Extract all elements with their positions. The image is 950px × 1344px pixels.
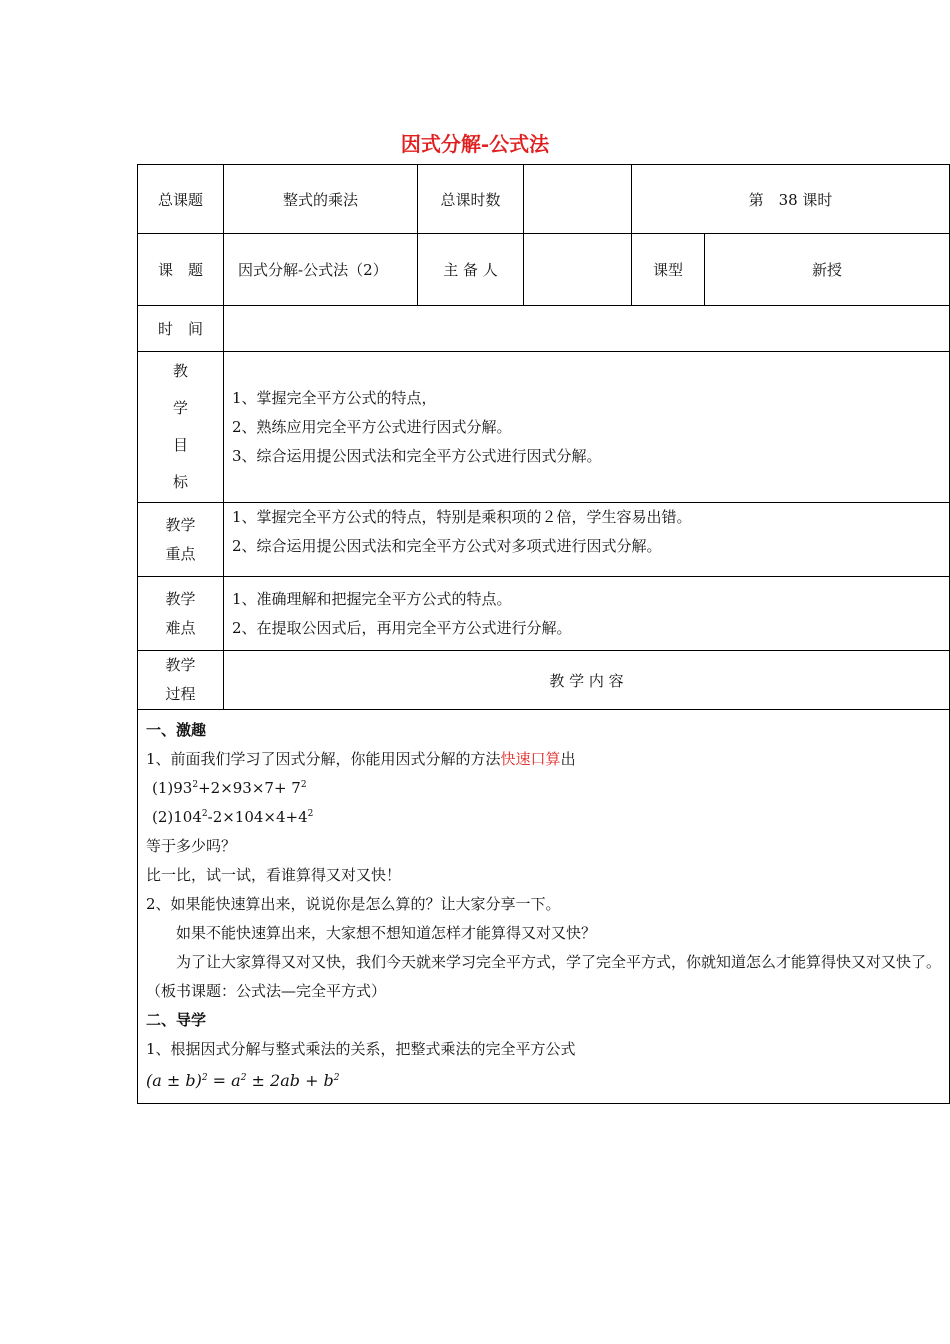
header-row-2: [138, 234, 950, 306]
focus-item: 1、掌握完全平方公式的特点，特别是乘积项的２倍，学生容易出错。: [232, 508, 692, 526]
value-time: [224, 306, 950, 352]
label-total-topic: 总课题: [138, 165, 224, 234]
goals-row: [138, 352, 950, 503]
label-difficulty: 教学 难点: [138, 577, 224, 651]
teaching-content: [138, 710, 950, 1104]
process-header: 教 学 内 容: [224, 651, 950, 710]
focus-row: [138, 503, 950, 577]
label-total-periods: 总课时数: [418, 165, 524, 234]
paragraph: 等于多少吗？: [146, 837, 237, 855]
value-total-topic: 整式的乘法: [224, 165, 418, 234]
label-lesson-topic: 课 题: [138, 234, 224, 306]
difficulty-list: [224, 577, 950, 651]
goal-item: 1、掌握完全平方公式的特点，: [232, 388, 437, 407]
difficulty-item: 1、准确理解和把握完全平方公式的特点。: [232, 589, 512, 608]
paragraph: 1、根据因式分解与整式乘法的关系，把整式乘法的完全平方公式: [146, 1040, 576, 1058]
focus-list: [224, 503, 950, 577]
goals-list: [224, 352, 950, 503]
time-row: [138, 306, 950, 352]
lesson-plan-table: [137, 164, 950, 1104]
label-goals: 教 学 目 标: [138, 352, 224, 503]
paragraph: 2、如果能快速算出来，说说你是怎么算的？让大家分享一下。: [146, 895, 561, 913]
document-title: 因式分解-公式法: [400, 132, 550, 156]
goal-item: 2、熟练应用完全平方公式进行因式分解。: [232, 417, 512, 436]
difficulty-row: [138, 577, 950, 651]
paragraph: 1、前面我们学习了因式分解，你能用因式分解的方法快速口算出: [146, 750, 576, 768]
section-heading-1: 一、激趣: [146, 721, 207, 739]
label-time: 时 间: [138, 306, 224, 352]
value-preparer: [524, 234, 632, 306]
content-row: [138, 710, 950, 1104]
label-focus: 教学 重点: [138, 503, 224, 577]
difficulty-item: 2、在提取公因式后，再用完全平方公式进行分解。: [232, 618, 572, 637]
paragraph: 为了让大家算得又对又快，我们今天就来学习完全平方式，学了完全平方式，你就知道怎么才能算得快又对又快了。（板书课题：公式法—完全平方式）: [146, 953, 942, 1000]
perfect-square-formula: $(a \pm b)^2 = a^2 \pm 2ab + b^2$: [146, 1071, 340, 1090]
section-heading-2: 二、导学: [146, 1011, 207, 1029]
expression-2: $(2)104^2-2\times 104\times 4+4^2$: [152, 808, 314, 826]
value-total-periods: [524, 165, 632, 234]
label-process: 教学 过程: [138, 651, 224, 710]
label-lesson-type: 课型: [632, 234, 705, 306]
process-row: [138, 651, 950, 710]
paragraph: 如果不能快速算出来，大家想不想知道怎样才能算得又对又快？: [176, 924, 597, 942]
expression-1: $(1)93^2+2\times 93\times 7+ 7^2$: [152, 779, 307, 797]
period-number: 第 38 课时: [632, 165, 950, 234]
focus-item: 2、综合运用提公因式法和完全平方公式对多项式进行因式分解。: [232, 537, 662, 555]
goal-item: 3、综合运用提公因式法和完全平方公式进行因式分解。: [232, 446, 602, 465]
header-row-1: [138, 165, 950, 234]
value-lesson-topic: 因式分解-公式法（2）: [224, 234, 418, 306]
label-preparer: 主 备 人: [418, 234, 524, 306]
value-lesson-type: 新授: [705, 234, 950, 306]
paragraph: 比一比，试一试，看谁算得又对又快！: [146, 866, 402, 884]
highlight-text: 快速口算: [500, 750, 561, 768]
